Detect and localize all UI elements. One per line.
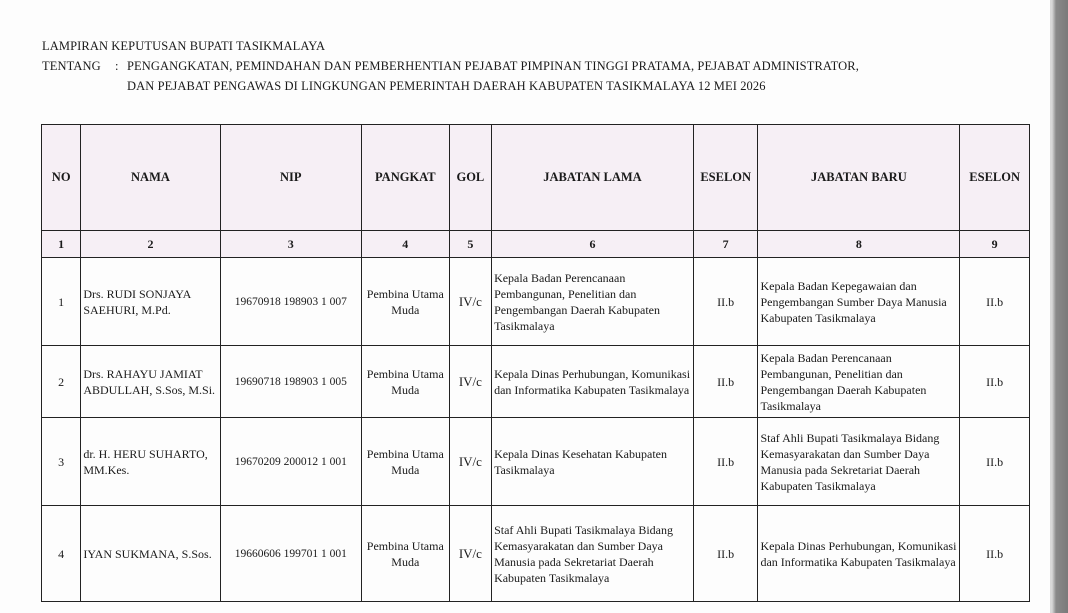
cell-pangkat: Pembina Utama Muda [361, 346, 449, 418]
header-pangkat: PANGKAT [361, 125, 449, 231]
cell-nama: Drs. RUDI SONJAYA SAEHURI, M.Pd. [81, 258, 220, 346]
cell-eselon-lama: II.b [693, 258, 758, 346]
column-number: 7 [693, 231, 758, 258]
cell-eselon-lama: II.b [693, 506, 758, 602]
header-jabatan-lama: JABATAN LAMA [492, 125, 694, 231]
header-no: NO [42, 125, 81, 231]
cell-jabatan-baru: Kepala Badan Kepegawaian dan Pengembangan Sumber Daya Manusia Kabupaten Tasikmalaya [758, 258, 960, 346]
cell-jabatan-lama: Kepala Badan Perencanaan Pembangunan, Penelitian dan Pengembangan Daerah Kabupaten Tasikmalaya [492, 258, 694, 346]
header-eselon-lama: ESELON [693, 125, 758, 231]
cell-jabatan-lama: Staf Ahli Bupati Tasikmalaya Bidang Kemasyarakatan dan Sumber Daya Manusia pada Sekretariat Daerah Kabupaten Tasikmalaya [492, 506, 694, 602]
column-number: 6 [492, 231, 694, 258]
cell-eselon-baru: II.b [960, 258, 1030, 346]
cell-gol: IV/c [449, 506, 491, 602]
cell-eselon-baru: II.b [960, 346, 1030, 418]
cell-no: 4 [42, 506, 81, 602]
cell-nama: dr. H. HERU SUHARTO, MM.Kes. [81, 418, 220, 506]
header-tentang-label: TENTANG [42, 59, 101, 73]
header-jabatan-baru: JABATAN BARU [758, 125, 960, 231]
column-number: 3 [220, 231, 361, 258]
cell-jabatan-baru: Kepala Dinas Perhubungan, Komunikasi dan Informatika Kabupaten Tasikmalaya [758, 506, 960, 602]
table-row [42, 506, 1030, 602]
cell-eselon-lama: II.b [693, 346, 758, 418]
cell-no: 2 [42, 346, 81, 418]
cell-jabatan-baru: Kepala Badan Perencanaan Pembangunan, Penelitian dan Pengembangan Daerah Kabupaten Tasikmalaya [758, 346, 960, 418]
cell-jabatan-lama: Kepala Dinas Kesehatan Kabupaten Tasikmalaya [492, 418, 694, 506]
header-line-lampiran: LAMPIRAN KEPUTUSAN BUPATI TASIKMALAYA [42, 39, 326, 53]
cell-eselon-baru: II.b [960, 418, 1030, 506]
column-number: 5 [449, 231, 491, 258]
cell-pangkat: Pembina Utama Muda [361, 506, 449, 602]
header-gol: GOL [449, 125, 491, 231]
header-line-subject-2: DAN PEJABAT PENGAWAS DI LINGKUNGAN PEMERINTAH DAERAH KABUPATEN TASIKMALAYA 12 MEI 2026 [127, 79, 766, 93]
personnel-table [41, 124, 1030, 602]
column-number: 4 [361, 231, 449, 258]
column-number: 2 [81, 231, 220, 258]
cell-nama: Drs. RAHAYU JAMIAT ABDULLAH, S.Sos, M.Si. [81, 346, 220, 418]
column-number: 9 [960, 231, 1030, 258]
header-line-subject-1: PENGANGKATAN, PEMINDAHAN DAN PEMBERHENTIAN PEJABAT PIMPINAN TINGGI PRATAMA, PEJABAT ADMINISTRATOR, [127, 59, 859, 73]
cell-jabatan-baru: Staf Ahli Bupati Tasikmalaya Bidang Kemasyarakatan dan Sumber Daya Manusia pada Sekretariat Daerah Kabupaten Tasikmalaya [758, 418, 960, 506]
column-number: 1 [42, 231, 81, 258]
cell-pangkat: Pembina Utama Muda [361, 258, 449, 346]
cell-no: 3 [42, 418, 81, 506]
cell-gol: IV/c [449, 258, 491, 346]
document-header [42, 36, 859, 96]
column-number: 8 [758, 231, 960, 258]
header-nama: NAMA [81, 125, 220, 231]
table-row [42, 346, 1030, 418]
cell-eselon-baru: II.b [960, 506, 1030, 602]
table-header-row [42, 125, 1030, 231]
cell-nip: 19670918 198903 1 007 [220, 258, 361, 346]
cell-pangkat: Pembina Utama Muda [361, 418, 449, 506]
cell-nip: 19670209 200012 1 001 [220, 418, 361, 506]
column-number-row [42, 231, 1030, 258]
cell-no: 1 [42, 258, 81, 346]
cell-nip: 19660606 199701 1 001 [220, 506, 361, 602]
cell-nip: 19690718 198903 1 005 [220, 346, 361, 418]
table-row [42, 418, 1030, 506]
header-eselon-baru: ESELON [960, 125, 1030, 231]
cell-jabatan-lama: Kepala Dinas Perhubungan, Komunikasi dan Informatika Kabupaten Tasikmalaya [492, 346, 694, 418]
page-edge-shadow [1050, 0, 1068, 613]
cell-eselon-lama: II.b [693, 418, 758, 506]
header-nip: NIP [220, 125, 361, 231]
cell-nama: IYAN SUKMANA, S.Sos. [81, 506, 220, 602]
table-row [42, 258, 1030, 346]
cell-gol: IV/c [449, 346, 491, 418]
header-colon: : [115, 59, 119, 73]
cell-gol: IV/c [449, 418, 491, 506]
